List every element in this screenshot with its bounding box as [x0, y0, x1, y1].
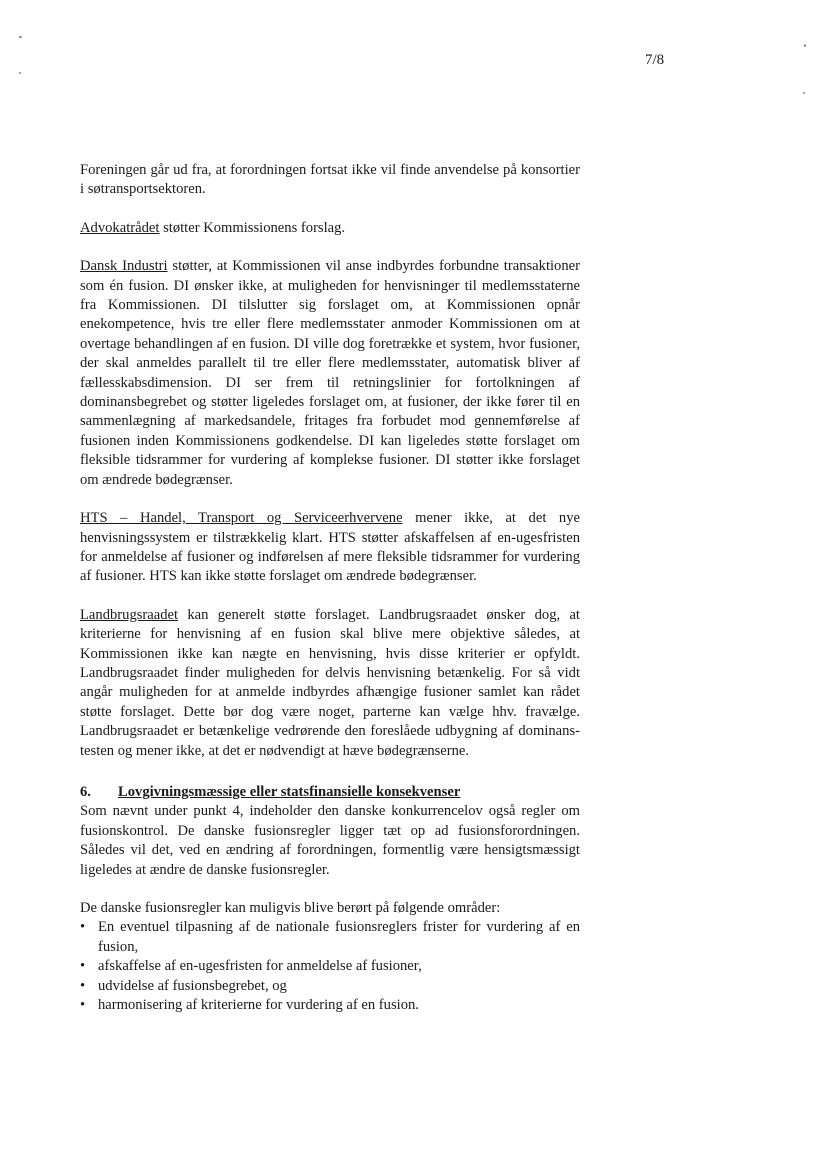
section-title: Lovgivningsmæssige eller statsfinansielle konsekvenser: [118, 783, 461, 800]
page-number: 7/8: [645, 52, 665, 68]
paragraph-text: støtter Kommissionens forslag.: [159, 219, 346, 236]
paragraph-affected-areas-intro: [80, 899, 580, 918]
paragraph-text: mener ikke, at det nye henvisningssystem er tilstrækkelig klart. HTS støtter afskaffelsen af en-ugesfristen for anmeldelse af fusioner og indførelsen af mere fleksible tidsrammer for vurdering af fusioner. HTS kan ikke støtte forslaget om ændrede bødegrænser.: [80, 510, 580, 585]
paragraph-text: Som nævnt under punkt 4, indeholder den danske konkurrencelov også regler om fusionskontrol. De danske fusionsregler ligger tæt op ad fusionsforordningen. Således vil det, ved en ændring af forordningen, formentlig være hensigtsmæssigt ligeledes at ændre de danske fusionsregler.: [80, 803, 580, 878]
list-item-text: udvidelse af fusionsbegrebet, og: [98, 977, 287, 994]
bullet-icon: •: [80, 997, 86, 1014]
organization-name: Landbrugsraadet: [80, 606, 179, 623]
paragraph-hts: [80, 509, 580, 587]
scan-speck: [19, 72, 21, 74]
organization-name: Dansk Industri: [80, 258, 168, 275]
bullet-icon: •: [80, 919, 86, 936]
paragraph-text: kan generelt støtte forslaget. Landbrugsraadet ønsker dog, at kriterierne for henvisning af en fusion skal blive mere objektive således, at Kommissionen ikke kan nægte en henvisning, hvis disse kriterier er opfyldt. Landbrugsraadet finder muligheden for delvis henvisning betænkelig. For så vidt angår muligheden for at anmelde indbyrdes afhængige fusioner samlet kan rådet støtte forslaget. Dette bør dog være noget, parterne kan vælge hhv. fravælge. Landbrugsraadet er betænkelige vedrørende den foreslåede udbygning af dominans-testen og mener ikke, at det er nødvendigt at hæve bødegrænserne.: [80, 606, 580, 759]
list-item: [80, 918, 580, 957]
scan-speck: [19, 36, 22, 38]
organization-name: Advokatrådet: [80, 219, 160, 236]
list-item-text: En eventuel tilpasning af de nationale fusionsreglers frister for vurdering af en fusion,: [98, 919, 580, 955]
paragraph-danish-competition-law: [80, 802, 580, 880]
paragraph-advokatraadet: [80, 219, 580, 238]
paragraph-shipping-consortia: [80, 161, 580, 200]
list-item-text: afskaffelse af en-ugesfristen for anmeldelse af fusioner,: [98, 958, 422, 975]
paragraph-dansk-industri: [80, 257, 580, 490]
organization-name: HTS – Handel, Transport og Serviceerhvervene: [80, 510, 403, 527]
scan-speck: [803, 92, 805, 94]
section-number: 6.: [80, 783, 91, 800]
list-item: [80, 977, 580, 996]
scan-speck: [804, 44, 806, 47]
paragraph-landbrugsraadet: [80, 606, 580, 761]
bullet-icon: •: [80, 977, 86, 994]
list-item: [80, 996, 580, 1015]
document-body: [80, 161, 580, 1015]
bullet-icon: •: [80, 958, 86, 975]
paragraph-text: De danske fusionsregler kan muligvis blive berørt på følgende områder:: [80, 900, 501, 916]
section-heading: [80, 783, 580, 802]
list-item: [80, 957, 580, 976]
paragraph-text: Foreningen går ud fra, at forordningen fortsat ikke vil finde anvendelse på konsortier i søtransportsektoren.: [80, 162, 580, 198]
list-item-text: harmonisering af kriterierne for vurdering af en fusion.: [98, 997, 419, 1014]
paragraph-text: støtter, at Kommissionen vil anse indbyrdes forbundne transaktioner som én fusion. DI ønsker ikke, at muligheden for henvisninger til medlemsstaterne fra Kommissionen. DI tilslutter sig forslaget om, at Kommissionen opnår enekompetence, hvis tre eller flere medlemsstater anmoder Kommissionen om at overtage behandlingen af en fusion. DI ville dog foretrække et system, hvor fusioner, der skal anmeldes parallelt til tre eller flere medlemsstater, automatisk bliver af fællesskabsdimension. DI ser frem til retningslinier for fortolkningen af dominansbegrebet og støtter ligeledes forslaget om, at fusioner, der ikke fører til en sammenlægning af markedsandele, fritages fra forbudet mod gennemførelse af fusionen inden Kommissionens godkendelse. DI kan ligeledes støtte forslaget om fleksible tidsrammer for vurdering af komplekse fusioner. DI støtter ikke forslaget om ændrede bødegrænser.: [80, 258, 580, 488]
affected-areas-list: [80, 918, 580, 1015]
